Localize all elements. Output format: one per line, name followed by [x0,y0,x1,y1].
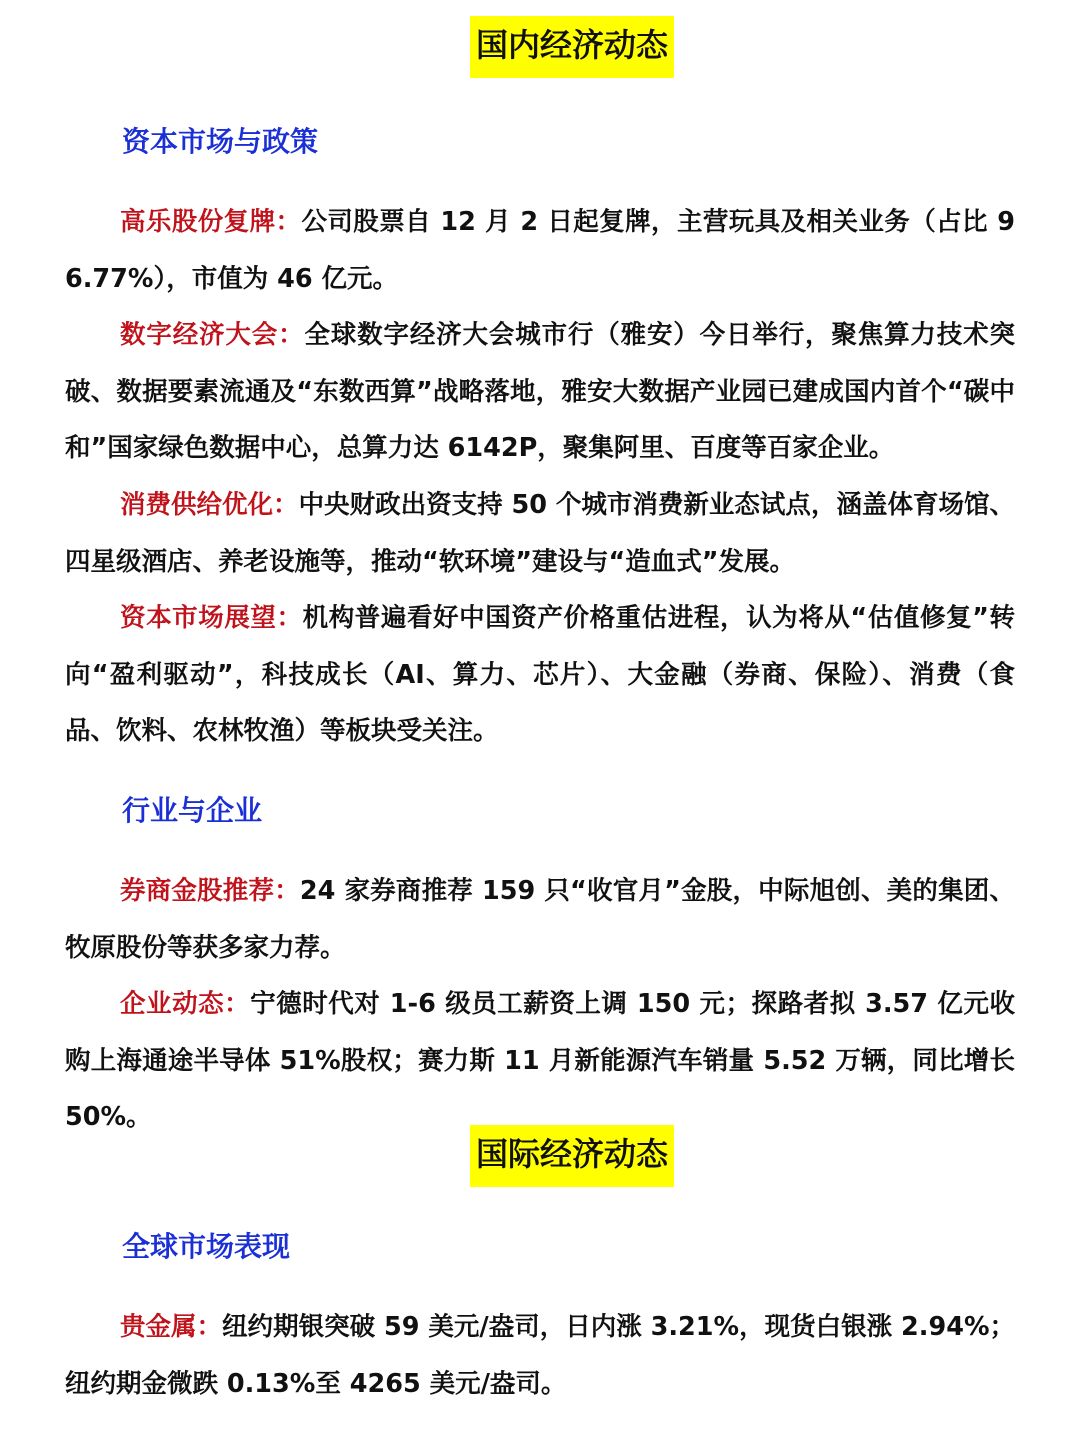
item-text: 纽约期银突破 59 美元/盎司，日内涨 3.21%，现货白银涨 2.94%；纽约期金微跌 0.13%至 4265 美元/盎司。 [65,1312,1015,1399]
news-item-digital-economy [65,307,1015,477]
news-item-company-news [65,976,1015,1146]
item-text: 宁德时代对 1-6 级员工薪资上调 150 元；探路者拟 3.57 亿元收购上海通途半导体 51%股权；赛力斯 11 月新能源汽车销量 5.52 万辆，同比增长 50%。 [65,989,1015,1132]
item-lead: 数字经济大会： [120,320,305,350]
item-lead: 企业动态： [120,989,251,1019]
international-banner-row [0,1125,1080,1187]
item-lead: 高乐股份复牌： [120,207,302,237]
section-heading-global-markets: 全球市场表现 [122,1230,291,1263]
item-lead: 贵金属： [120,1312,223,1342]
section-heading-industry: 行业与企业 [122,794,263,827]
domestic-banner-row [0,16,1080,78]
international-title: 国际经济动态 [470,1125,674,1187]
news-item-market-outlook [65,590,1015,760]
news-item-consumption [65,477,1015,590]
item-lead: 券商金股推荐： [120,876,300,906]
news-item-gaole [65,194,1015,307]
domestic-title: 国内经济动态 [470,16,674,78]
item-text: 全球数字经济大会城市行（雅安）今日举行，聚焦算力技术突破、数据要素流通及“东数西算”战略落地，雅安大数据产业园已建成国内首个“碳中和”国家绿色数据中心，总算力达 6142P，聚集阿里、百度等百家企业。 [65,320,1015,463]
item-text: 机构普遍看好中国资产价格重估进程，认为将从“估值修复”转向“盈利驱动”，科技成长（AI、算力、芯片）、大金融（券商、保险）、消费（食品、饮料、农林牧渔）等板块受关注。 [65,603,1015,746]
news-item-precious-metals [65,1299,1015,1412]
item-text: 24 家券商推荐 159 只“收官月”金股，中际旭创、美的集团、牧原股份等获多家力荐。 [65,876,1015,963]
news-item-broker-picks [65,863,1015,976]
item-text: 中央财政出资支持 50 个城市消费新业态试点，涵盖体育场馆、四星级酒店、养老设施等，推动“软环境”建设与“造血式”发展。 [65,490,1015,577]
item-lead: 消费供给优化： [120,490,299,520]
item-text: 公司股票自 12 月 2 日起复牌，主营玩具及相关业务（占比 96.77%），市值为 46 亿元。 [65,207,1015,294]
section-heading-capital-market: 资本市场与政策 [122,125,319,158]
item-lead: 资本市场展望： [120,603,303,633]
